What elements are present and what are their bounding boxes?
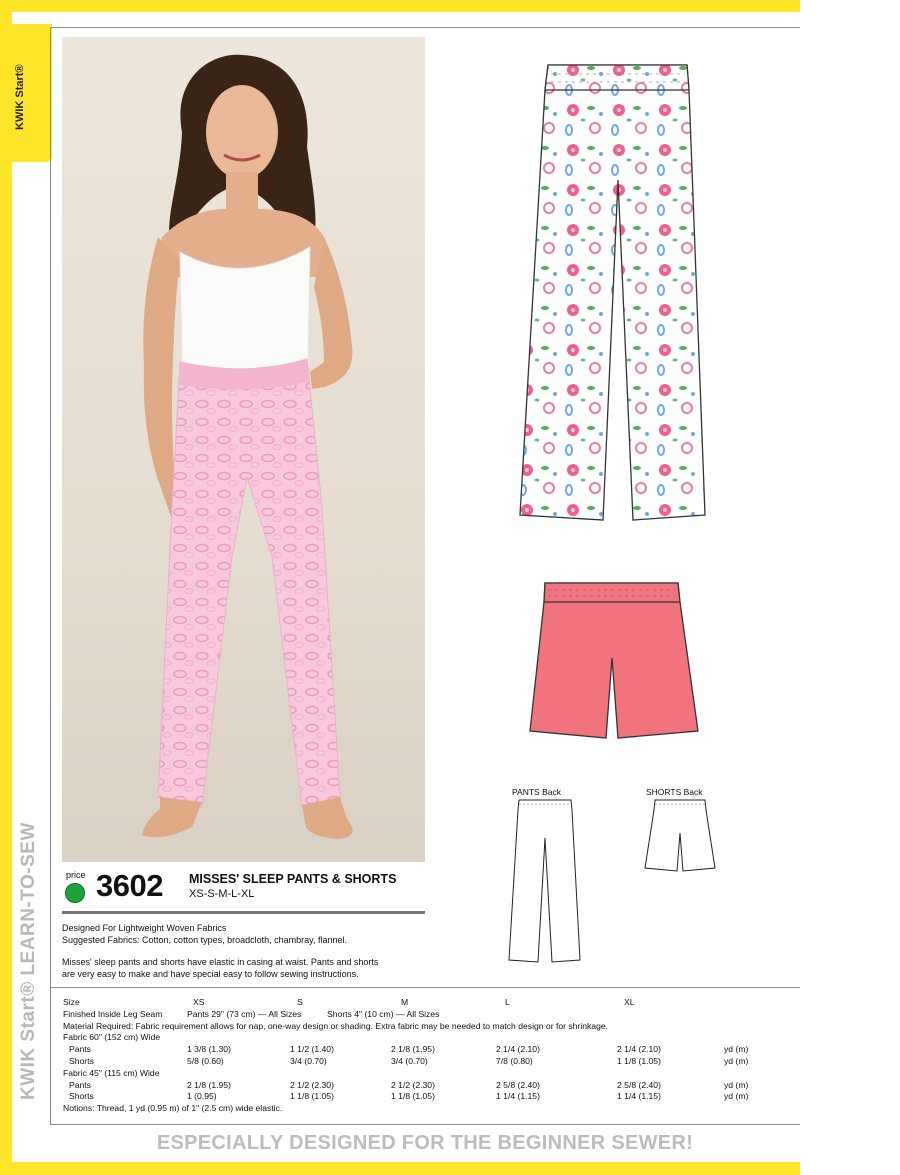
cell-s: 2 1/2 (2.30) bbox=[290, 1079, 334, 1090]
pants-front-illustration bbox=[515, 60, 715, 540]
chart-fabric60-row bbox=[50, 1032, 800, 1044]
table-row bbox=[50, 1080, 800, 1092]
cell-m: 1 1/8 (1.05) bbox=[391, 1091, 435, 1102]
desc-text-2: are very easy to make and have special easy to follow sewing instructions. bbox=[62, 968, 359, 979]
cell-s: 3/4 (0.70) bbox=[290, 1055, 327, 1066]
pants-back-illustration bbox=[505, 798, 585, 971]
chart-size-label: Size bbox=[63, 997, 80, 1007]
inseam-label: Finished Inside Leg Seam bbox=[63, 1008, 163, 1019]
cell-xl: 1 1/8 (1.05) bbox=[617, 1055, 661, 1066]
chart-size-l: L bbox=[505, 997, 510, 1007]
cell-m: 3/4 (0.70) bbox=[391, 1055, 428, 1066]
desc-suggested-fabrics: Suggested Fabrics: Cotton, cotton types, broadcloth, chambray, flannel. bbox=[62, 934, 347, 945]
cell-xs: 2 1/8 (1.95) bbox=[187, 1079, 231, 1090]
brand-tab-label: KWIK Start® bbox=[14, 64, 26, 130]
chart-size-s: S bbox=[297, 997, 303, 1007]
top-yellow-bar bbox=[0, 0, 800, 12]
pattern-title: MISSES' SLEEP PANTS & SHORTS bbox=[189, 872, 397, 886]
cell-unit: yd (m) bbox=[724, 1055, 749, 1066]
row-label: Pants bbox=[69, 1044, 91, 1055]
cell-xs: 1 3/8 (1.30) bbox=[187, 1044, 231, 1055]
cell-xl: 2 1/4 (2.10) bbox=[617, 1044, 661, 1055]
title-divider bbox=[62, 911, 425, 914]
chart-divider bbox=[50, 987, 800, 988]
table-row bbox=[50, 1091, 800, 1103]
pattern-description bbox=[62, 923, 432, 980]
cell-xl: 2 5/8 (2.40) bbox=[617, 1079, 661, 1090]
cell-s: 1 1/8 (1.05) bbox=[290, 1091, 334, 1102]
cell-l: 2 1/4 (2.10) bbox=[496, 1044, 540, 1055]
cell-xl: 1 1/4 (1.15) bbox=[617, 1091, 661, 1102]
shorts-front-illustration bbox=[528, 578, 703, 748]
table-row bbox=[50, 1056, 800, 1068]
desc-fabrics-heading: Designed For Lightweight Woven Fabrics bbox=[62, 923, 227, 933]
spine-label: KWIK Start® LEARN-TO-SEW bbox=[18, 822, 39, 1100]
pattern-sizes: XS-S-M-L-XL bbox=[189, 888, 255, 900]
row-label: Shorts bbox=[69, 1091, 94, 1102]
cell-xs: 5/8 (0.60) bbox=[187, 1055, 224, 1066]
inseam-pants: Pants 29" (73 cm) — All Sizes bbox=[187, 1008, 302, 1019]
cell-s: 1 1/2 (1.40) bbox=[290, 1044, 334, 1055]
cell-unit: yd (m) bbox=[724, 1044, 749, 1055]
chart-inseam-row bbox=[50, 1009, 800, 1021]
footer-slogan: ESPECIALLY DESIGNED FOR THE BEGINNER SEWER! bbox=[156, 1132, 694, 1154]
shorts-back-illustration bbox=[643, 798, 718, 879]
fabric-45-label: Fabric 45" (115 cm) Wide bbox=[63, 1067, 160, 1078]
cell-unit: yd (m) bbox=[724, 1091, 749, 1102]
material-note: Material Required: Fabric requirement allows for nap, one-way design or shading. Extra fabric may be needed to match design or for shrinkage. bbox=[63, 1020, 609, 1031]
cell-unit: yd (m) bbox=[724, 1079, 749, 1090]
notions-text: Notions: Thread, 1 yd (0.95 m) of 1" (2.5 cm) wide elastic. bbox=[63, 1103, 283, 1114]
desc-text-1: Misses' sleep pants and shorts have elastic in casing at waist. Pants and shorts bbox=[62, 957, 379, 967]
size-chart bbox=[50, 997, 800, 1115]
chart-size-xl: XL bbox=[624, 997, 635, 1007]
cell-m: 2 1/8 (1.95) bbox=[391, 1044, 435, 1055]
cell-xs: 1 (0.95) bbox=[187, 1091, 217, 1102]
inseam-shorts: Shorts 4" (10 cm) — All Sizes bbox=[327, 1008, 440, 1019]
bottom-yellow-bar bbox=[0, 1162, 800, 1175]
left-yellow-bar bbox=[0, 12, 12, 1162]
fabric-60-label: Fabric 60" (152 cm) Wide bbox=[63, 1032, 161, 1043]
pattern-title-block bbox=[62, 868, 425, 912]
price-dot-icon bbox=[65, 883, 85, 903]
cell-l: 7/8 (0.80) bbox=[496, 1055, 533, 1066]
row-label: Pants bbox=[69, 1079, 91, 1090]
shorts-back-caption: SHORTS Back bbox=[646, 787, 703, 797]
cell-m: 2 1/2 (2.30) bbox=[391, 1079, 435, 1090]
price-label: price bbox=[66, 870, 86, 880]
cell-l: 1 1/4 (1.15) bbox=[496, 1091, 540, 1102]
chart-header-row bbox=[50, 997, 800, 1009]
chart-fabric45-row bbox=[50, 1068, 800, 1080]
chart-notions-row bbox=[50, 1103, 800, 1115]
cell-l: 2 5/8 (2.40) bbox=[496, 1079, 540, 1090]
row-label: Shorts bbox=[69, 1055, 94, 1066]
pattern-number: 3602 bbox=[96, 868, 163, 903]
chart-size-xs: XS bbox=[193, 997, 205, 1007]
pants-back-caption: PANTS Back bbox=[512, 787, 561, 797]
model-photo bbox=[62, 37, 425, 862]
table-row bbox=[50, 1044, 800, 1056]
chart-material-row bbox=[50, 1021, 800, 1033]
chart-size-m: M bbox=[401, 997, 409, 1007]
